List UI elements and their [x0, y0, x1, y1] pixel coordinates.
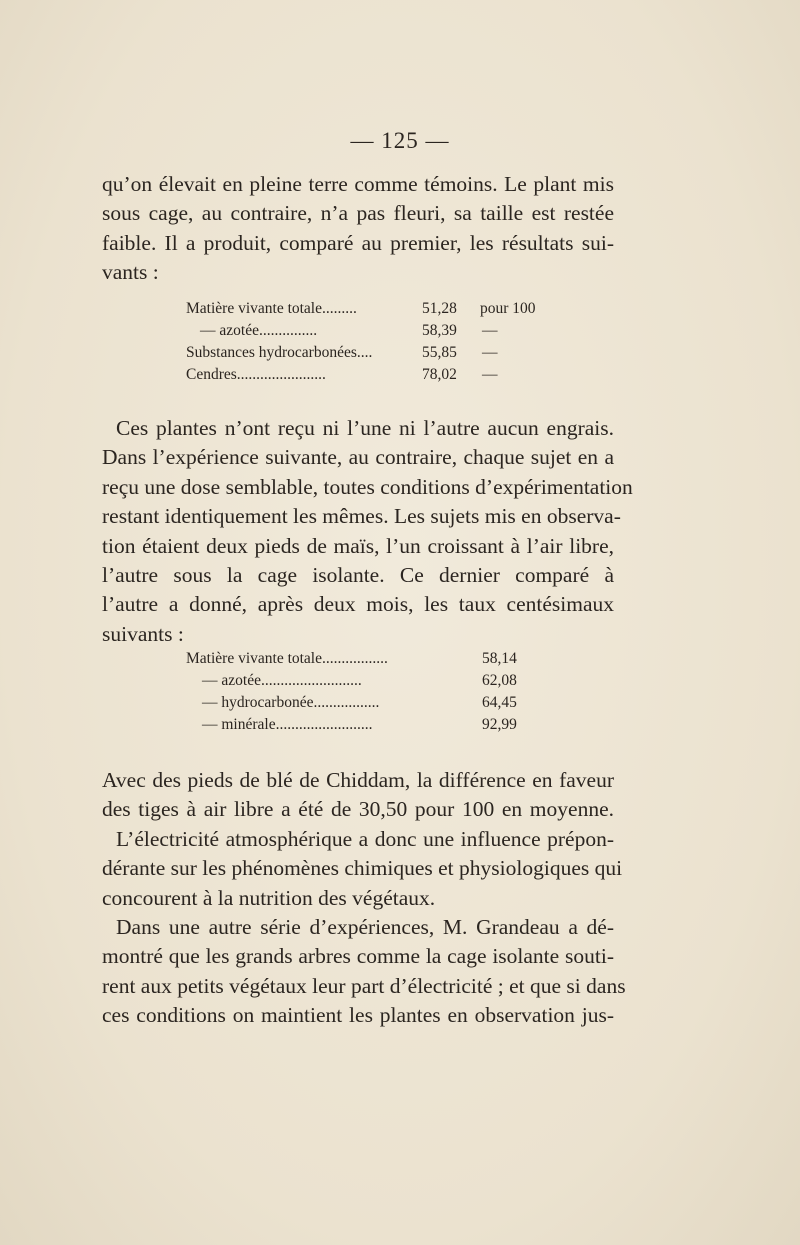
paragraph-2 — [102, 414, 633, 649]
text-line: rent aux petits végétaux leur part d’électricité ; et que si dans — [102, 973, 626, 998]
text-line: Avec des pieds de blé de Chiddam, la différence en faveur — [102, 768, 614, 792]
row-value: 92,99 — [482, 716, 517, 733]
text-line: ces conditions on maintient les plantes en observation jus- — [102, 1003, 614, 1028]
text-line: Dans l’expérience suivante, au contraire, chaque sujet en a — [102, 445, 614, 470]
text-line: restant identiquement les mêmes. Les sujets mis en observa- — [102, 504, 621, 529]
row-value: 58,39 — [422, 322, 457, 339]
row-label: Matière vivante totale......... — [186, 300, 357, 317]
text-line: concourent à la nutrition des végétaux. — [102, 885, 436, 910]
row-label: — minérale......................... — [202, 716, 373, 733]
text-line: suivants : — [102, 621, 184, 646]
row-label: Substances hydrocarbonées.... — [186, 344, 373, 361]
row-value: 55,85 — [422, 344, 457, 361]
text-line: des tiges à air libre a été de 30,50 pour 100 en moyenne. — [102, 797, 614, 822]
row-label: — azotée.......................... — [202, 672, 362, 689]
text-line: faible. Il a produit, comparé au premier, les résultats sui- — [102, 230, 614, 255]
row-value: 58,14 — [482, 650, 517, 667]
text-line: Dans une autre série d’expériences, M. Grandeau a dé- — [116, 915, 614, 940]
text-line: L’électricité atmosphérique a donc une influence prépon- — [116, 826, 614, 851]
row-label: Matière vivante totale................. — [186, 650, 388, 667]
row-unit: — — [482, 344, 498, 361]
text-line: sous cage, au contraire, n’a pas fleuri, sa taille est restée — [102, 201, 614, 226]
text-line: vants : — [102, 260, 159, 285]
text-line: montré que les grands arbres comme la cage isolante souti- — [102, 944, 614, 969]
row-value: 51,28 — [422, 300, 457, 317]
row-label: — azotée............... — [200, 322, 318, 339]
page-number: — 125 — — [350, 128, 450, 153]
row-unit: — — [482, 322, 498, 339]
text-line: tion étaient deux pieds de maïs, l’un croissant à l’air libre, — [102, 533, 614, 558]
row-unit: pour 100 — [480, 300, 536, 317]
row-label: Cendres....................... — [186, 366, 326, 383]
row-label: — hydrocarbonée................. — [202, 694, 380, 711]
text-line: l’autre a donné, après deux mois, les taux centésimaux — [102, 592, 614, 617]
text-line: Ces plantes n’ont reçu ni l’une ni l’autre aucun engrais. — [116, 416, 614, 440]
text-line: qu’on élevait en pleine terre comme témoins. Le plant mis — [102, 172, 614, 196]
text-line: dérante sur les phénomènes chimiques et physiologiques qui — [102, 856, 623, 881]
row-value: 62,08 — [482, 672, 517, 689]
row-value: 64,45 — [482, 694, 517, 711]
paragraph-3 — [102, 766, 626, 1031]
text-line: reçu une dose semblable, toutes conditions d’expérimentation — [102, 474, 633, 499]
text-line: l’autre sous la cage isolante. Ce dernier comparé à — [102, 563, 614, 588]
row-unit: — — [482, 366, 498, 383]
paragraph-1 — [102, 170, 614, 288]
row-value: 78,02 — [422, 366, 457, 383]
